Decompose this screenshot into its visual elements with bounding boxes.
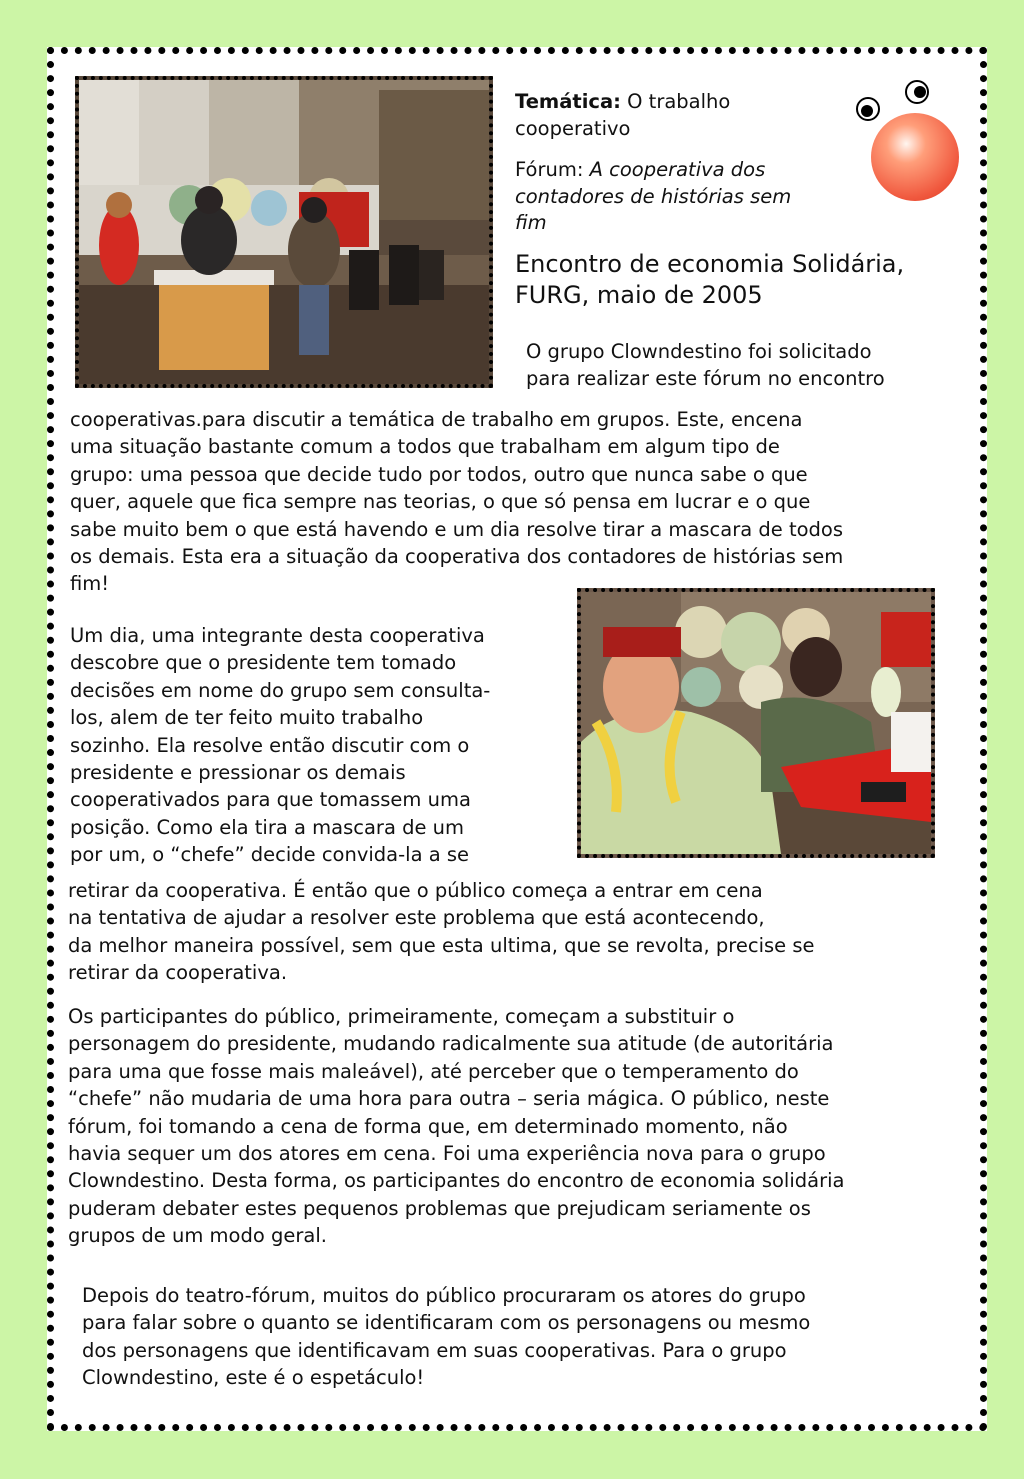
clown-eye-right-icon [905,80,929,104]
clown-nose-icon [871,113,959,201]
forum-line [515,157,845,237]
event-title: Encontro de economia Solidária, FURG, maio de 2005 [515,250,905,309]
forum-label: Fórum: [515,158,590,181]
paragraph-1: cooperativas.para discutir a temática de trabalho em grupos. Este, encena uma situação bastante comum a todos que trabalham em algum tipo de grupo: uma pessoa que decide tudo por todos, outro que nunca sabe o que quer, aquele que fica sempre nas teorias, o que só pensa em lucrar e o que sabe muito bem o que está havendo e um dia resolve tirar a mascara de todos os demais. Esta era a situação da cooperativa dos contadores de histórias sem fim! [70,408,844,596]
paragraph-5: Depois do teatro-fórum, muitos do público procuraram os atores do grupo para falar sobre o quanto se identificaram com os personagens ou mesmo dos personagens que identificavam em suas cooperativas. Para o grupo Clowndestino, este é o espetáculo! [82,1284,811,1390]
theme-label: Temática: [515,90,621,113]
forum-title: A cooperativa dos contadores de histórias sem fim [515,158,792,234]
photo-forum-stage [75,76,493,388]
photo-participants [577,588,935,858]
clown-eye-left-icon [856,97,880,121]
theme-line [515,89,835,142]
intro-text: O grupo Clowndestino foi solicitado para realizar este fórum no encontro [526,340,885,391]
theme-value: O trabalho cooperativo [515,90,731,140]
paragraph-2: Um dia, uma integrante desta cooperativa descobre que o presidente tem tomado decisões em nome do grupo sem consulta- los, alem de ter feito muito trabalho sozinho. Ela resolve então discutir com o presidente e pressionar os demais cooperativados para que tomassem uma posição. Como ela tira a mascara de um por um, o “chefe” decide convida-la a se [70,624,491,867]
paragraph-3: retirar da cooperativa. É então que o público começa a entrar em cena na tentativa de ajudar a resolver este problema que está acontecendo, da melhor maneira possível, sem que esta ultima, que se revolta, precise se retirar da cooperativa. [68,879,815,985]
paragraph-4: Os participantes do público, primeiramente, começam a substituir o personagem do presidente, mudando radicalmente sua atitude (de autoritária para uma que fosse mais maleável), até perceber que o temperamento do “chefe” não mudaria de uma hora para outra – seria mágica. O público, neste fórum, foi tomando a cena de forma que, em determinado momento, não havia sequer um dos atores em cena. Foi uma experiência nova para o grupo Clowndestino. Desta forma, os participantes do encontro de economia solidária puderam debater estes pequenos problemas que prejudicam seriamente os grupos de um modo geral. [68,1005,845,1248]
